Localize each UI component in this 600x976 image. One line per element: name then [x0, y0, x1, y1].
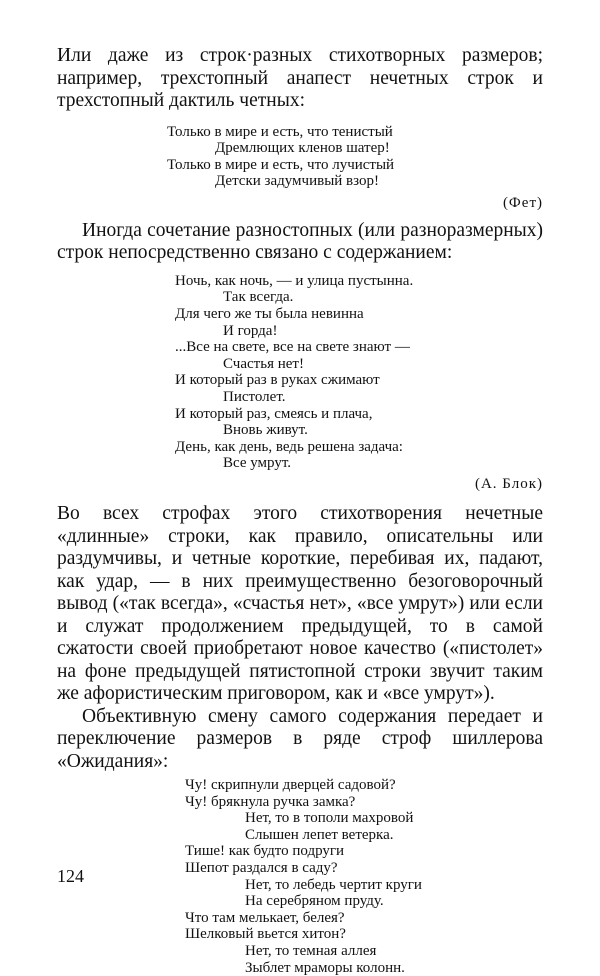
paragraph-2: Иногда сочетание разностопных (или разноразмерных) строк непосредственно связано с содержанием:	[57, 219, 543, 264]
poem-line: Все умрут.	[223, 455, 292, 472]
poem-line: Зыблет мраморы колонн.	[245, 959, 405, 976]
poem-line: Детски задумчивый взор!	[215, 173, 379, 190]
poem-line: Тише! как будто подруги	[185, 843, 345, 860]
poem-line: Нет, то лебедь чертит круги	[245, 876, 422, 893]
poem-line: Шепот раздался в саду?	[185, 859, 338, 876]
poem-line: И который раз в руках сжимают	[175, 372, 380, 389]
paragraph-1: Или даже из строк·разных стихотворных размеров; например, трехстопный анапест нечетных строк и трехстопный дактиль четных:	[57, 45, 543, 111]
poem-line: На серебряном пруду.	[245, 893, 384, 910]
poem-line: Для чего же ты была невинна	[175, 306, 364, 323]
poem-line: Что там мелькает, белея?	[185, 909, 345, 926]
poem-line: Ночь, как ночь, — и улица пустынна.	[175, 272, 414, 289]
attribution-fet: (Фет)	[502, 194, 543, 211]
poem-fet	[167, 124, 543, 190]
poem-line: Дремлющих кленов шатер!	[215, 140, 390, 157]
poem-blok	[175, 273, 543, 472]
page-number: 124	[57, 866, 84, 886]
poem-line: Только в мире и есть, что тенистый	[167, 123, 393, 140]
poem-line: Чу! скрипнули дверцей садовой?	[185, 777, 396, 793]
poem-line: Пистолет.	[223, 389, 286, 406]
poem-schiller	[185, 777, 543, 976]
paragraph-4: Объективную смену самого содержания передает и переключение размеров в ряде строф шиллерова «Ожидания»:	[57, 705, 543, 772]
paragraph-3: Во всех строфах этого стихотворения нечетные «длинные» строки, как правило, описательны или раздумчивы, и четные короткие, перебивая их, падают, как удар, — в них преимущественно безоговорочный вывод («так всегда», «счастья нет», «все умрут») или если и служат продолжением предыдущей, то в самой сжатости своей приобретают новое качество («пистолет» на фоне предыдущей пятистопной строки звучит таким же афористическим приговором, как и «все умрут»).	[57, 503, 543, 704]
poem-line: День, как день, ведь решена задача:	[175, 438, 403, 455]
poem-line: Нет, то темная аллея	[245, 942, 377, 959]
poem-line: Счастья нет!	[223, 355, 304, 372]
poem-line: Слышен лепет ветерка.	[245, 826, 394, 843]
poem-line: И который раз, смеясь и плача,	[175, 405, 373, 422]
poem-line: ...Все на свете, все на свете знают —	[175, 339, 410, 356]
poem-line: Так всегда.	[223, 289, 294, 306]
poem-line: Шелковый вьется хитон?	[185, 926, 346, 943]
poem-line: И горда!	[223, 322, 278, 339]
poem-line: Только в мире и есть, что лучистый	[167, 156, 395, 173]
poem-line: Нет, то в тополи махровой	[245, 810, 414, 827]
attribution-blok: (А. Блок)	[474, 476, 543, 492]
poem-line: Чу! брякнула ручка замка?	[185, 793, 356, 810]
poem-line: Вновь живут.	[223, 422, 308, 439]
